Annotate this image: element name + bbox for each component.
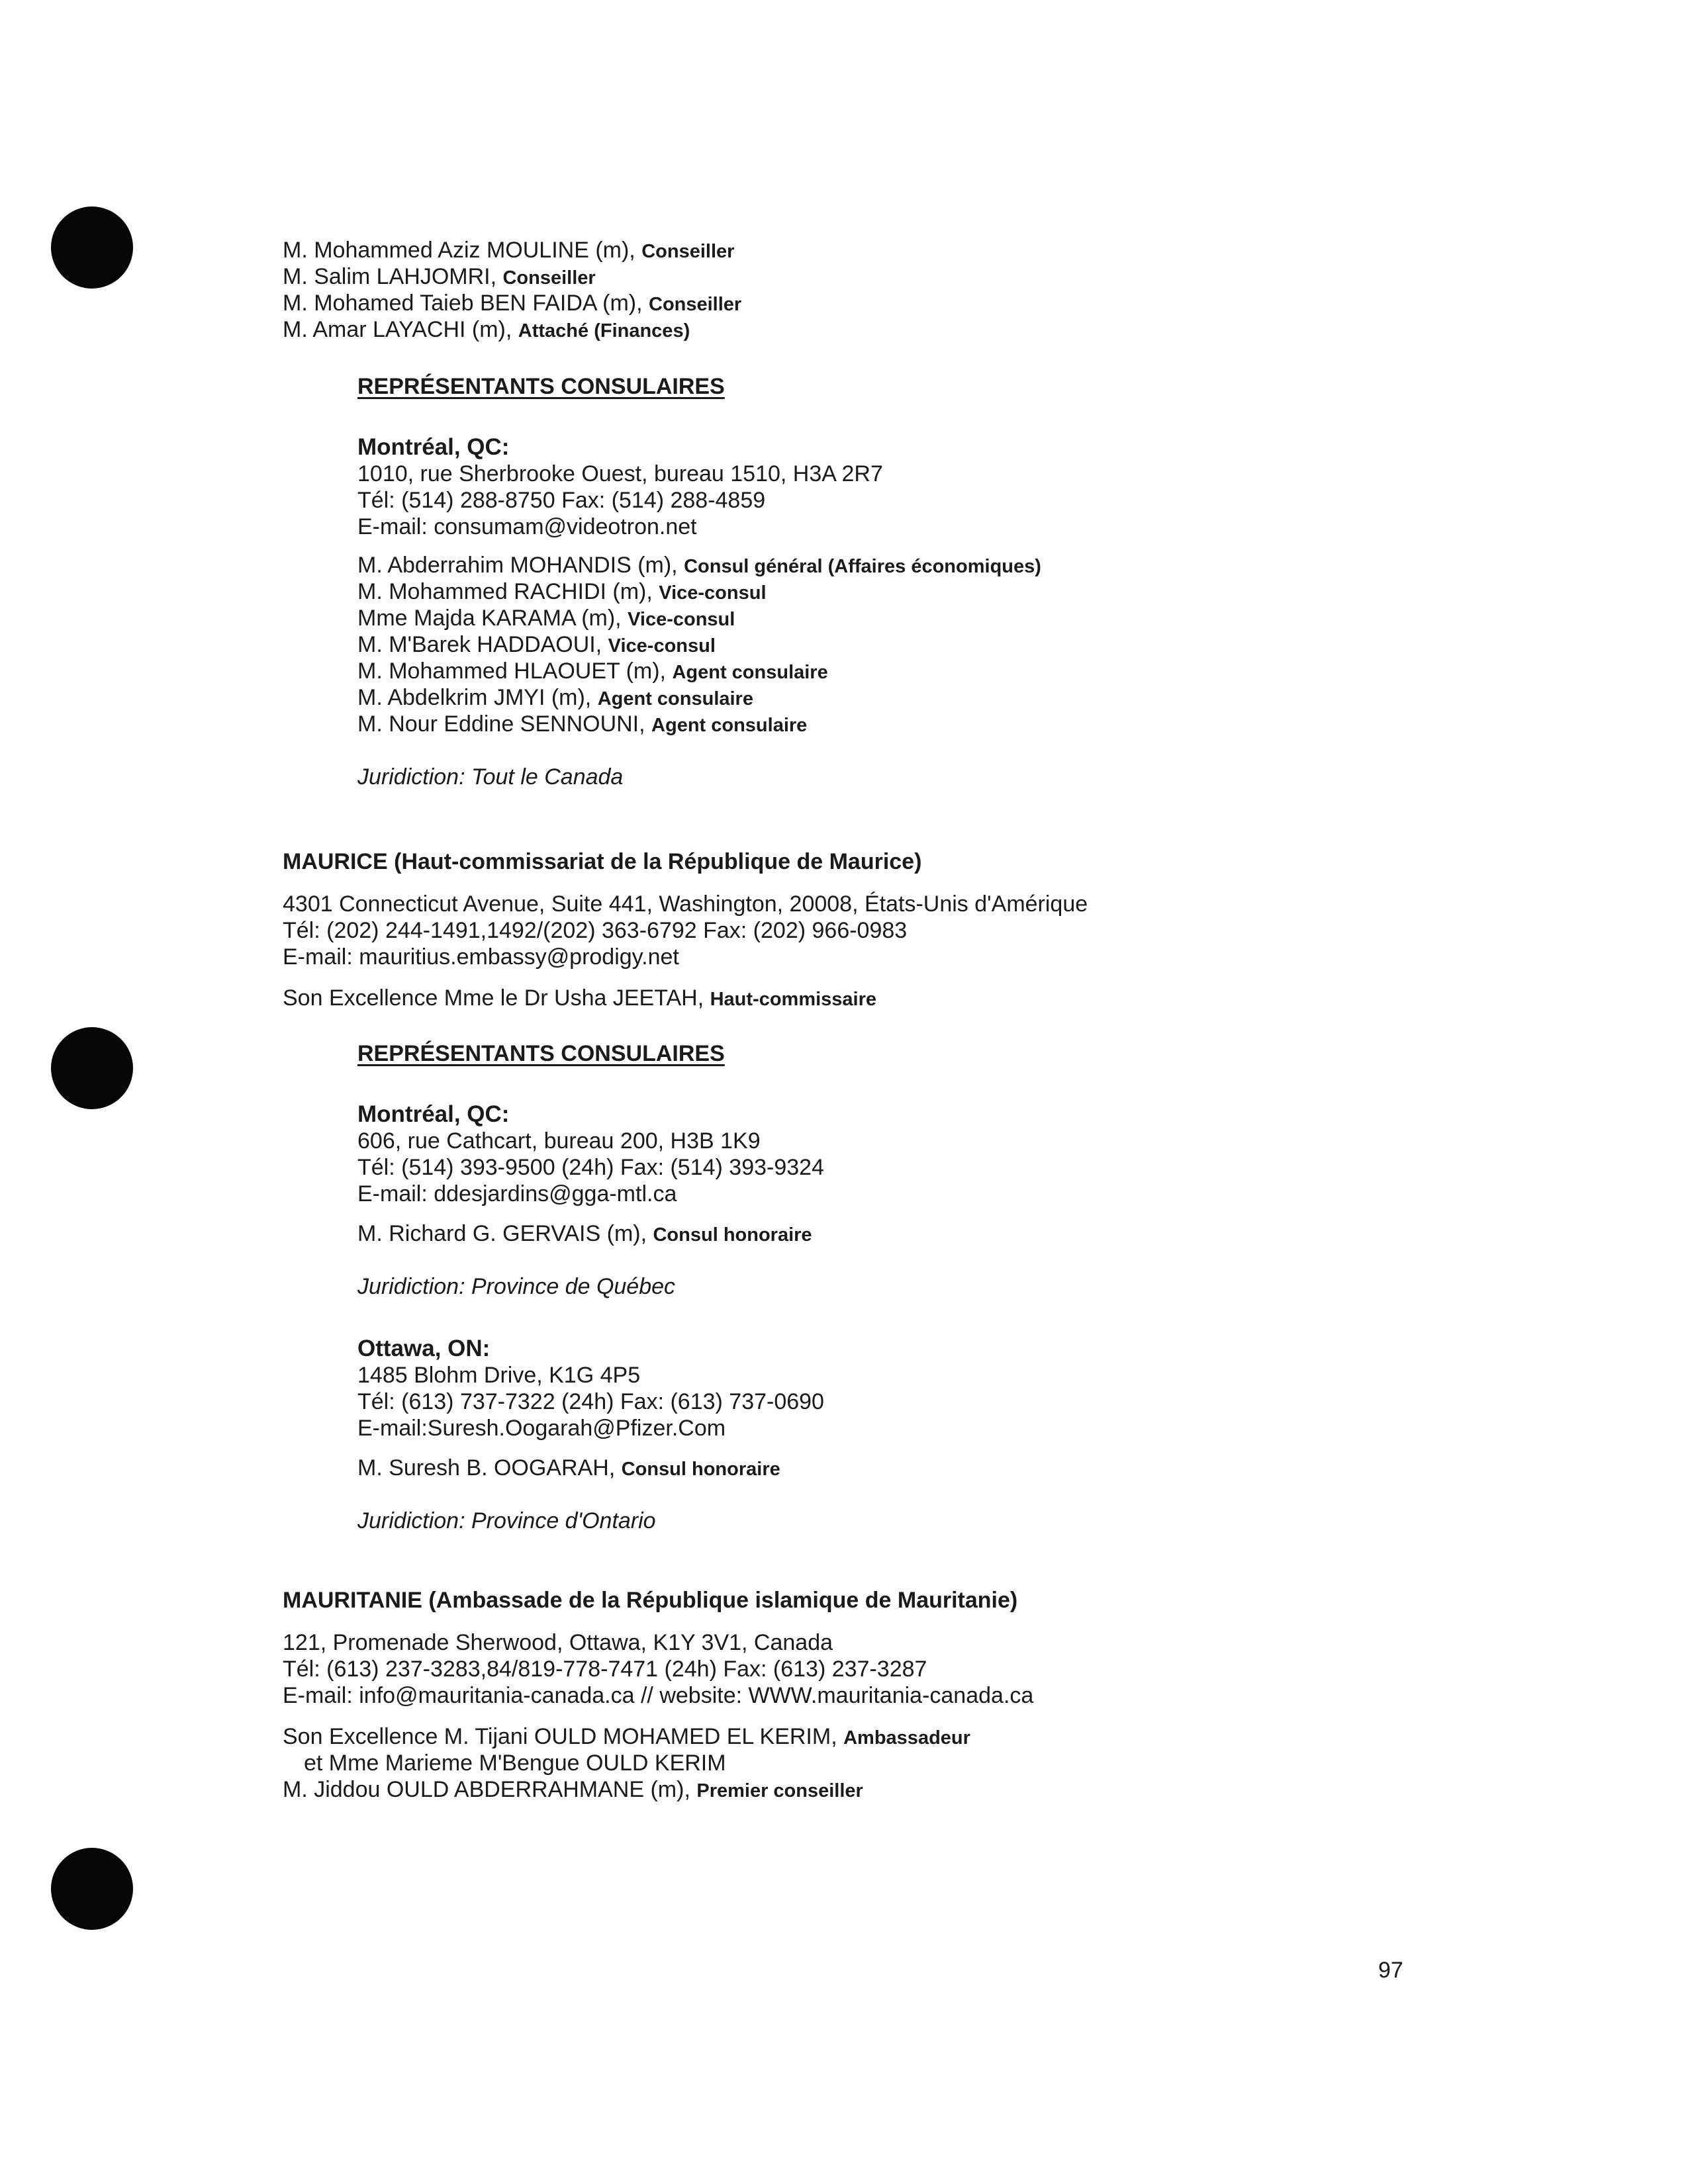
telephone: Tél: (514) 288-8750 Fax: (514) 288-4859 (357, 488, 766, 513)
telephone: Tél: (202) 244-1491,1492/(202) 363-6792 Fax: (202) 966-0983 (283, 918, 908, 943)
country-heading: MAURICE (Haut-commissariat de la République de Maurice) (283, 849, 922, 874)
staff-entry: M. Mohamed Taieb BEN FAIDA (m), Conseiller (283, 291, 742, 316)
staff-entry: M. Mohammed Aziz MOULINE (m), Conseiller (283, 238, 735, 263)
email: E-mail: consumam@videotron.net (357, 514, 697, 539)
address: 1010, rue Sherbrooke Ouest, bureau 1510, H3A 2R7 (357, 461, 883, 486)
jurisdiction: Juridiction: Tout le Canada (357, 764, 624, 790)
staff-entry: M. Amar LAYACHI (m), Attaché (Finances) (283, 317, 690, 342)
city-heading: Ottawa, ON: (357, 1336, 491, 1361)
address: 121, Promenade Sherwood, Ottawa, K1Y 3V1, Canada (283, 1630, 833, 1655)
telephone: Tél: (514) 393-9500 (24h) Fax: (514) 393-9324 (357, 1155, 824, 1180)
spouse: et Mme Marieme M'Bengue OULD KERIM (304, 1751, 726, 1776)
binder-hole-bottom (51, 1848, 133, 1930)
telephone: Tél: (613) 737-7322 (24h) Fax: (613) 737-0690 (357, 1389, 824, 1414)
city-heading: Montréal, QC: (357, 434, 510, 460)
staff-entry: Mme Majda KARAMA (m), Vice-consul (357, 606, 735, 631)
staff-entry: M. Richard G. GERVAIS (m), Consul honoraire (357, 1221, 812, 1246)
binder-hole-top (51, 206, 133, 289)
jurisdiction: Juridiction: Province d'Ontario (357, 1508, 656, 1533)
staff-entry: M. M'Barek HADDAOUI, Vice-consul (357, 632, 716, 657)
staff-entry: M. Abderrahim MOHANDIS (m), Consul général (Affaires économiques) (357, 553, 1041, 578)
ambassador: Son Excellence M. Tijani OULD MOHAMED EL KERIM, Ambassadeur (283, 1724, 970, 1749)
staff-entry: M. Nour Eddine SENNOUNI, Agent consulaire (357, 711, 808, 737)
section-heading: REPRÉSENTANTS CONSULAIRES (357, 1041, 725, 1066)
head-of-mission: Son Excellence Mme le Dr Usha JEETAH, Haut-commissaire (283, 985, 877, 1011)
page-number: 97 (1378, 1958, 1403, 1983)
staff-entry: M. Abdelkrim JMYI (m), Agent consulaire (357, 685, 753, 710)
staff-entry: M. Suresh B. OOGARAH, Consul honoraire (357, 1455, 780, 1480)
email: E-mail: mauritius.embassy@prodigy.net (283, 944, 679, 970)
staff-entry: M. Mohammed HLAOUET (m), Agent consulaire (357, 659, 828, 684)
address: 1485 Blohm Drive, K1G 4P5 (357, 1363, 641, 1388)
staff-entry: M. Mohammed RACHIDI (m), Vice-consul (357, 579, 767, 604)
section-heading: REPRÉSENTANTS CONSULAIRES (357, 374, 725, 399)
address: 4301 Connecticut Avenue, Suite 441, Washington, 20008, États-Unis d'Amérique (283, 891, 1088, 917)
email: E-mail:Suresh.Oogarah@Pfizer.Com (357, 1416, 726, 1441)
telephone: Tél: (613) 237-3283,84/819-778-7471 (24h) Fax: (613) 237-3287 (283, 1657, 927, 1682)
staff-entry: M. Jiddou OULD ABDERRAHMANE (m), Premier conseiller (283, 1777, 863, 1802)
address: 606, rue Cathcart, bureau 200, H3B 1K9 (357, 1128, 761, 1154)
city-heading: Montréal, QC: (357, 1101, 510, 1127)
email: E-mail: ddesjardins@gga-mtl.ca (357, 1181, 677, 1206)
country-heading: MAURITANIE (Ambassade de la République islamique de Mauritanie) (283, 1588, 1018, 1613)
jurisdiction: Juridiction: Province de Québec (357, 1274, 676, 1299)
email: E-mail: info@mauritania-canada.ca // website: WWW.mauritania-canada.ca (283, 1683, 1034, 1708)
staff-entry: M. Salim LAHJOMRI, Conseiller (283, 264, 596, 289)
binder-hole-middle (51, 1027, 133, 1109)
